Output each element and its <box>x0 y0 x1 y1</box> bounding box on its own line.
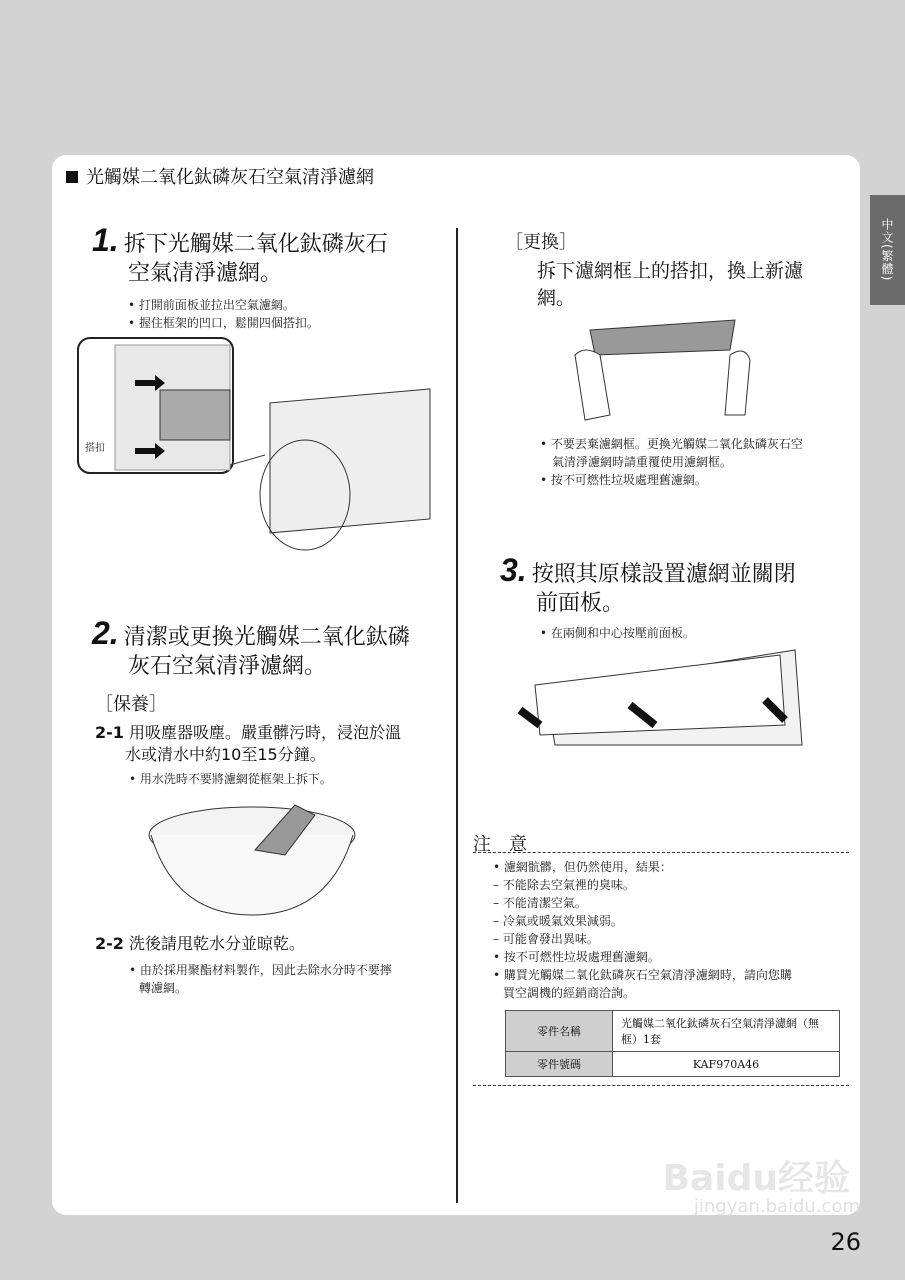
substep-text: 用吸塵器吸塵。嚴重髒污時，浸泡於溫 <box>129 723 402 742</box>
replace-line: 網。 <box>537 287 576 309</box>
table-key: 零件名稱 <box>506 1011 613 1052</box>
substep-number: 2-2 <box>95 934 124 953</box>
notes-title: 注 意 <box>473 834 527 855</box>
substep-text: 洗後請甩乾水分並晾乾。 <box>129 934 306 953</box>
bullet: • 在兩側和中心按壓前面板。 <box>540 626 695 640</box>
step2 <box>92 615 410 681</box>
filter-replace-illustration <box>565 315 765 425</box>
watermark-logo: Baidu经验 <box>662 1158 850 1199</box>
notes-list <box>493 858 792 1002</box>
substep-2-2 <box>95 933 392 997</box>
notes-top-divider <box>473 852 849 853</box>
bullet: • 握住框架的凹口，鬆開四個搭扣。 <box>128 316 319 330</box>
replace-label: ［更換］ <box>505 232 577 253</box>
table-row <box>506 1052 840 1077</box>
replace-line: 拆下濾網框上的搭扣，換上新濾 <box>537 260 804 282</box>
filter-removal-illustration <box>75 335 435 560</box>
bullet: 氣清淨濾網時請重覆使用濾網框。 <box>552 455 733 469</box>
substep-2-1 <box>95 722 401 788</box>
bullet: • 打開前面板並拉出空氣濾網。 <box>128 298 295 312</box>
substep-number: 2-1 <box>95 723 124 742</box>
bullet: • 用水洗時不要將濾網從框架上拆下。 <box>129 772 332 786</box>
step1 <box>92 222 388 332</box>
note: – 不能除去空氣裡的臭味。 <box>493 878 635 892</box>
step-number: 2. <box>92 615 119 651</box>
step-number: 1. <box>92 222 119 258</box>
note: • 濾網骯髒，但仍然使用，結果： <box>493 860 672 874</box>
table-value: KAF970A46 <box>613 1052 840 1077</box>
table-value: 光觸媒二氧化鈦磷灰石空氣清淨濾網（無框）1套 <box>613 1011 840 1052</box>
note: • 購買光觸媒二氧化鈦磷灰石空氣清淨濾網時，請向您購 <box>493 968 792 982</box>
bullet: • 由於採用聚酯材料製作，因此去除水分時不要擰 <box>129 963 392 977</box>
step-title: 灰石空氣清淨濾網。 <box>128 654 327 679</box>
table-row <box>506 1011 840 1052</box>
section-title-text: 光觸媒二氧化鈦磷灰石空氣清淨濾網 <box>86 167 374 188</box>
substep-text: 水或清水中約10至15分鐘。 <box>125 745 326 764</box>
maintenance-label: ［保養］ <box>95 694 167 715</box>
page-number: 26 <box>830 1228 861 1256</box>
bullet: • 按不可燃性垃圾處理舊濾網。 <box>540 473 707 487</box>
section-title <box>66 163 374 189</box>
note: • 按不可燃性垃圾處理舊濾網。 <box>493 950 660 964</box>
air-conditioner-illustration <box>510 645 810 765</box>
latch-callout: 搭扣 <box>85 443 105 454</box>
replace-bullets <box>540 435 803 489</box>
step-number: 3. <box>500 552 527 588</box>
bullet: 轉濾網。 <box>139 981 188 995</box>
step-title: 拆下光觸媒二氧化鈦磷灰石 <box>123 232 388 257</box>
note: 買空調機的經銷商洽詢。 <box>503 986 636 1000</box>
note: – 冷氣或暖氣效果減弱。 <box>493 914 623 928</box>
parts-table <box>505 1010 840 1077</box>
table-key: 零件號碼 <box>506 1052 613 1077</box>
watermark-url: jingyan.baidu.com <box>693 1196 860 1217</box>
wash-basin-illustration <box>145 795 360 925</box>
note: – 可能會發出異味。 <box>493 932 599 946</box>
column-divider <box>456 228 458 1203</box>
step-title: 前面板。 <box>536 591 625 616</box>
step-title: 按照其原樣設置濾網並關閉 <box>531 562 796 587</box>
replace-text <box>537 258 803 312</box>
bullet: • 不要丟棄濾網框。更換光觸媒二氧化鈦磷灰石空 <box>540 437 803 451</box>
notes-bottom-divider <box>473 1085 849 1086</box>
note: – 不能清潔空氣。 <box>493 896 587 910</box>
language-tab: 中文(繁體) <box>870 195 905 305</box>
step-title: 空氣清淨濾網。 <box>128 261 283 286</box>
step-title: 清潔或更換光觸媒二氧化鈦磷 <box>123 625 410 650</box>
step3 <box>500 552 796 642</box>
